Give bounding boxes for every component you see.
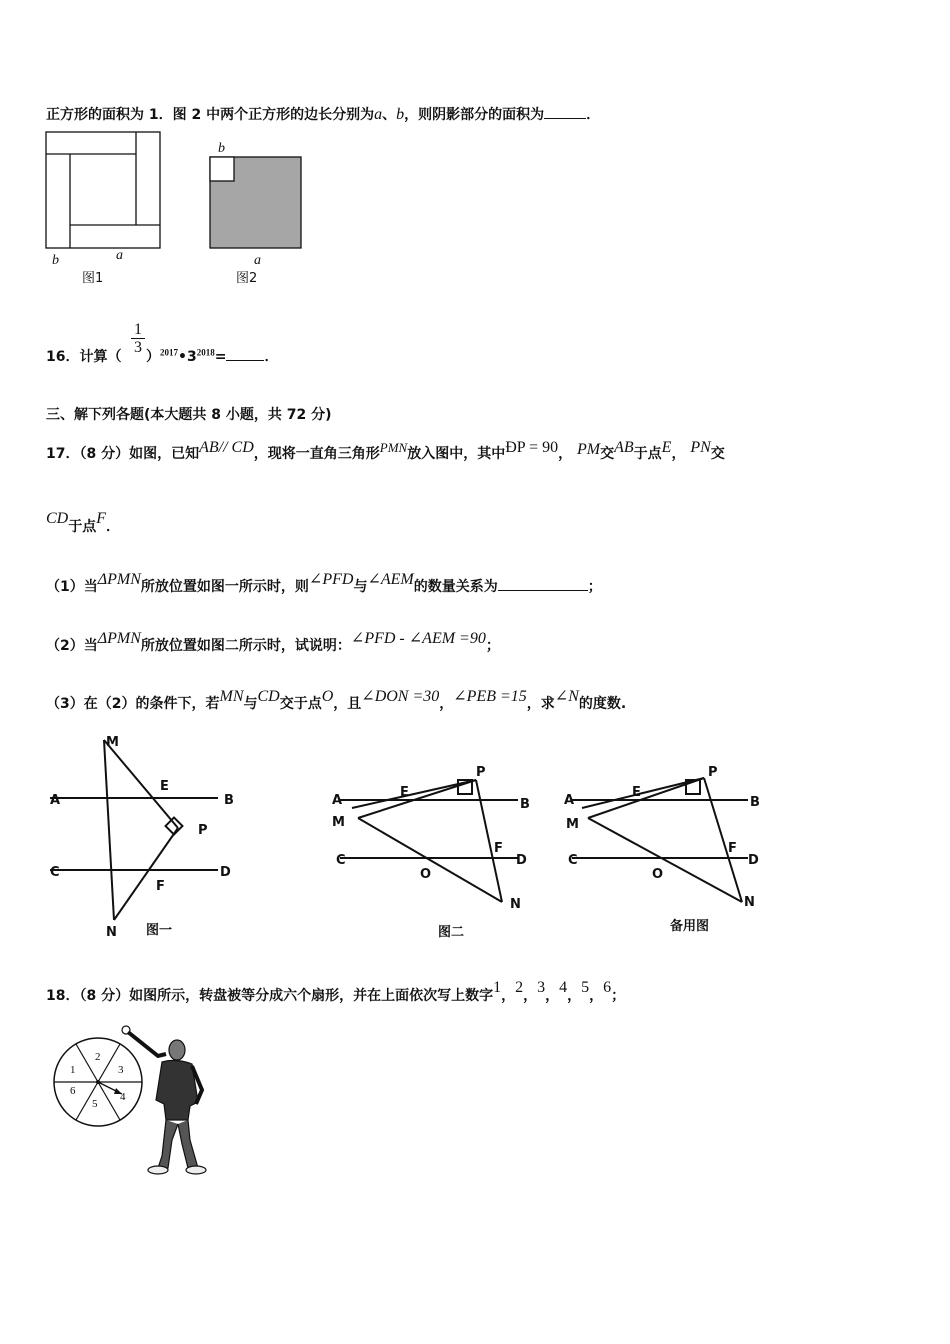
q17-lead: 17．（8 分）如图，已知 bbox=[46, 446, 200, 462]
p3-math-cd: CD bbox=[257, 688, 280, 705]
fig-one-caption: 图一 bbox=[146, 923, 173, 938]
q18-lead: 18．（8 分）如图所示，转盘被等分成六个扇形，并在上面依次写上数字 bbox=[46, 988, 494, 1004]
q18-digit-5: 5 bbox=[581, 979, 590, 996]
spinner-num-6: 6 bbox=[70, 1085, 76, 1097]
p3-t3: ，且 bbox=[333, 696, 362, 712]
p1-math-pfd: ∠PFD bbox=[308, 571, 354, 588]
fig-spare-N: N bbox=[744, 895, 755, 910]
q17-t6: ， bbox=[671, 446, 686, 462]
q18-digit-1: 1 bbox=[493, 979, 502, 996]
q17-l2-t1: 于点 bbox=[68, 519, 97, 535]
q17-l2-t2: ． bbox=[106, 519, 121, 535]
q17-math-angle-p: ÐP = 90 bbox=[505, 439, 559, 456]
q17-math-parallel: AB// CD bbox=[199, 439, 254, 456]
p3-math-o: O bbox=[321, 688, 334, 705]
q15-var-a: a bbox=[374, 106, 383, 123]
fig-spare-D: D bbox=[748, 853, 759, 868]
p1-t3: 的数量关系为 bbox=[413, 579, 498, 595]
fig-two-O: O bbox=[420, 867, 432, 882]
p1-end: ； bbox=[587, 579, 602, 595]
fig-spare-C: C bbox=[568, 853, 578, 868]
fig2-label-b: b bbox=[218, 141, 225, 156]
q18-digit-6: 6 bbox=[603, 979, 612, 996]
fig-two-N: N bbox=[510, 897, 521, 912]
q17-line2 bbox=[46, 510, 121, 536]
p1-t1: 所放位置如图一所示时，则 bbox=[140, 579, 309, 595]
fig-spare-E: E bbox=[632, 785, 641, 800]
q15-var-b: b bbox=[396, 106, 405, 123]
fig-spare-F: F bbox=[728, 841, 737, 856]
p3-t2: 交于点 bbox=[279, 696, 322, 712]
q17-t7: 交 bbox=[710, 446, 725, 462]
fig-one-A: A bbox=[50, 793, 61, 808]
q18-comma-1: ， bbox=[501, 988, 516, 1004]
q17-t4: 交 bbox=[600, 446, 615, 462]
q17-figures bbox=[40, 730, 780, 955]
fig1-caption: 图1 bbox=[82, 271, 104, 286]
spinner-num-3: 3 bbox=[118, 1064, 124, 1076]
p3-math-don: ∠DON =30 bbox=[361, 688, 440, 705]
q17-t1: ，现将一直角三角形 bbox=[253, 446, 380, 462]
p3-t4: ， bbox=[439, 696, 454, 712]
q15-suffix: ，则阴影部分的面积为 bbox=[404, 107, 545, 123]
q16-frac-num: 1 bbox=[134, 321, 142, 338]
q17-math-pn: PN bbox=[690, 439, 711, 456]
fig-spare-P: P bbox=[708, 765, 718, 780]
q18-end: ； bbox=[611, 988, 626, 1004]
q15-end: ． bbox=[586, 107, 601, 123]
fig-one-E: E bbox=[160, 779, 169, 794]
fig-spare-B: B bbox=[750, 795, 760, 810]
q17-math-f: F bbox=[96, 510, 107, 527]
q17-math-e: E bbox=[661, 439, 672, 456]
spinner-num-5: 5 bbox=[92, 1098, 98, 1110]
p3-lead: （3）在（2）的条件下，若 bbox=[46, 696, 220, 712]
q17-figure-two-labels bbox=[332, 765, 530, 940]
p1-t2: 与 bbox=[353, 579, 368, 595]
p2-end: ； bbox=[485, 638, 500, 654]
fig-spare-caption: 备用图 bbox=[670, 919, 710, 934]
q16-exp1: 2017 bbox=[160, 347, 178, 358]
q15-prefix: 正方形的面积为 1．图 2 中两个正方形的边长分别为 bbox=[46, 107, 375, 123]
q16-close: ） bbox=[146, 349, 160, 365]
fig-spare-A: A bbox=[564, 793, 575, 808]
p1-answer-blank[interactable] bbox=[498, 576, 588, 591]
p3-math-peb: ∠PEB =15 bbox=[453, 688, 527, 705]
fig-two-B: B bbox=[520, 797, 530, 812]
q16-fraction bbox=[131, 321, 145, 356]
q15-figures bbox=[40, 128, 320, 293]
q16-answer-blank[interactable] bbox=[226, 346, 264, 361]
p2-t1: 所放位置如图二所示时，试说明： bbox=[140, 638, 351, 654]
q17-part2 bbox=[46, 630, 500, 655]
fig-spare-M: M bbox=[566, 817, 579, 832]
fig1-label-b: b bbox=[52, 253, 59, 268]
q15-answer-blank[interactable] bbox=[544, 104, 586, 119]
q16-prefix: 16．计算（ bbox=[46, 349, 122, 365]
q18-text bbox=[46, 979, 626, 1005]
q17-math-ab: AB bbox=[614, 439, 634, 456]
fig-one-B: B bbox=[224, 793, 234, 808]
fig-spare-O: O bbox=[652, 867, 664, 882]
fig-two-caption: 图二 bbox=[438, 925, 465, 940]
p1-math-aem: ∠AEM bbox=[367, 571, 414, 588]
fig-one-P: P bbox=[198, 823, 208, 838]
q17-figure-one bbox=[50, 740, 218, 920]
q17-figure-one-labels bbox=[50, 735, 234, 940]
q16-frac-den: 3 bbox=[131, 338, 145, 356]
q18-comma-4: ， bbox=[567, 988, 582, 1004]
q18-spinner-figure bbox=[50, 1020, 220, 1180]
fig-two-D: D bbox=[516, 853, 527, 868]
q15-sep: 、 bbox=[382, 107, 397, 123]
fig-two-A: A bbox=[332, 793, 343, 808]
q18-comma-2: ， bbox=[523, 988, 538, 1004]
q17-t2: 放入图中，其中 bbox=[407, 446, 506, 462]
p3-math-mn: MN bbox=[219, 688, 244, 705]
q18-comma-3: ， bbox=[545, 988, 560, 1004]
p2-math-eq: ∠PFD - ∠AEM =90 bbox=[350, 630, 486, 647]
q15-text bbox=[46, 104, 600, 124]
spinner-num-4: 4 bbox=[120, 1091, 126, 1103]
q16-end: ． bbox=[264, 349, 279, 365]
p1-lead: （1）当 bbox=[46, 579, 98, 595]
q18-comma-5: ， bbox=[589, 988, 604, 1004]
q18-digit-3: 3 bbox=[537, 979, 546, 996]
q18-digit-2: 2 bbox=[515, 979, 524, 996]
q17-math-pmn: PMN bbox=[379, 440, 408, 455]
section-3-title: 三、解下列各题(本大题共 8 小题，共 72 分) bbox=[46, 407, 332, 423]
fig-two-M: M bbox=[332, 815, 345, 830]
fig-one-F: F bbox=[156, 879, 165, 894]
q16-exp2: 2018 bbox=[196, 347, 215, 358]
q17-math-cd: CD bbox=[46, 510, 69, 527]
q17-line1 bbox=[46, 439, 725, 463]
q16-rest bbox=[146, 346, 278, 366]
q17-t5: 于点 bbox=[633, 446, 662, 462]
q17-figure-spare bbox=[572, 778, 748, 902]
fig-two-P: P bbox=[476, 765, 486, 780]
q18-digit-4: 4 bbox=[559, 979, 568, 996]
fig1-label-a: a bbox=[116, 248, 123, 263]
fig-one-N: N bbox=[106, 925, 117, 940]
q17-part3 bbox=[46, 688, 627, 713]
q16-eq: = bbox=[214, 349, 227, 365]
fig-two-E: E bbox=[400, 785, 409, 800]
fig-two-F: F bbox=[494, 841, 503, 856]
spinner-num-1: 1 bbox=[70, 1064, 76, 1076]
p3-t5: ，求 bbox=[526, 696, 555, 712]
p3-t6: 的度数. bbox=[578, 696, 627, 712]
q17-figure-two bbox=[340, 780, 518, 902]
p2-lead: （2）当 bbox=[46, 638, 98, 654]
p3-math-n: ∠N bbox=[554, 688, 579, 705]
q17-math-pm: PM bbox=[577, 441, 601, 458]
q15-figure-2 bbox=[210, 141, 301, 286]
fig-one-M: M bbox=[106, 735, 119, 750]
fig-one-D: D bbox=[220, 865, 231, 880]
q16-text bbox=[46, 346, 121, 366]
fig2-label-a: a bbox=[254, 253, 261, 268]
fig2-caption: 图2 bbox=[236, 271, 258, 286]
q17-part1 bbox=[46, 571, 602, 596]
q15-figure-1 bbox=[46, 132, 160, 286]
spinner-num-2: 2 bbox=[95, 1051, 101, 1063]
q16-base: •3 bbox=[178, 349, 197, 365]
fig-one-C: C bbox=[50, 865, 60, 880]
q17-figure-spare-labels bbox=[564, 765, 760, 934]
p3-t1: 与 bbox=[243, 696, 258, 712]
p2-math-tri: ΔPMN bbox=[97, 630, 141, 647]
p1-math-tri: ΔPMN bbox=[97, 571, 141, 588]
fig-two-C: C bbox=[336, 853, 346, 868]
q17-t3: ， bbox=[558, 446, 573, 462]
